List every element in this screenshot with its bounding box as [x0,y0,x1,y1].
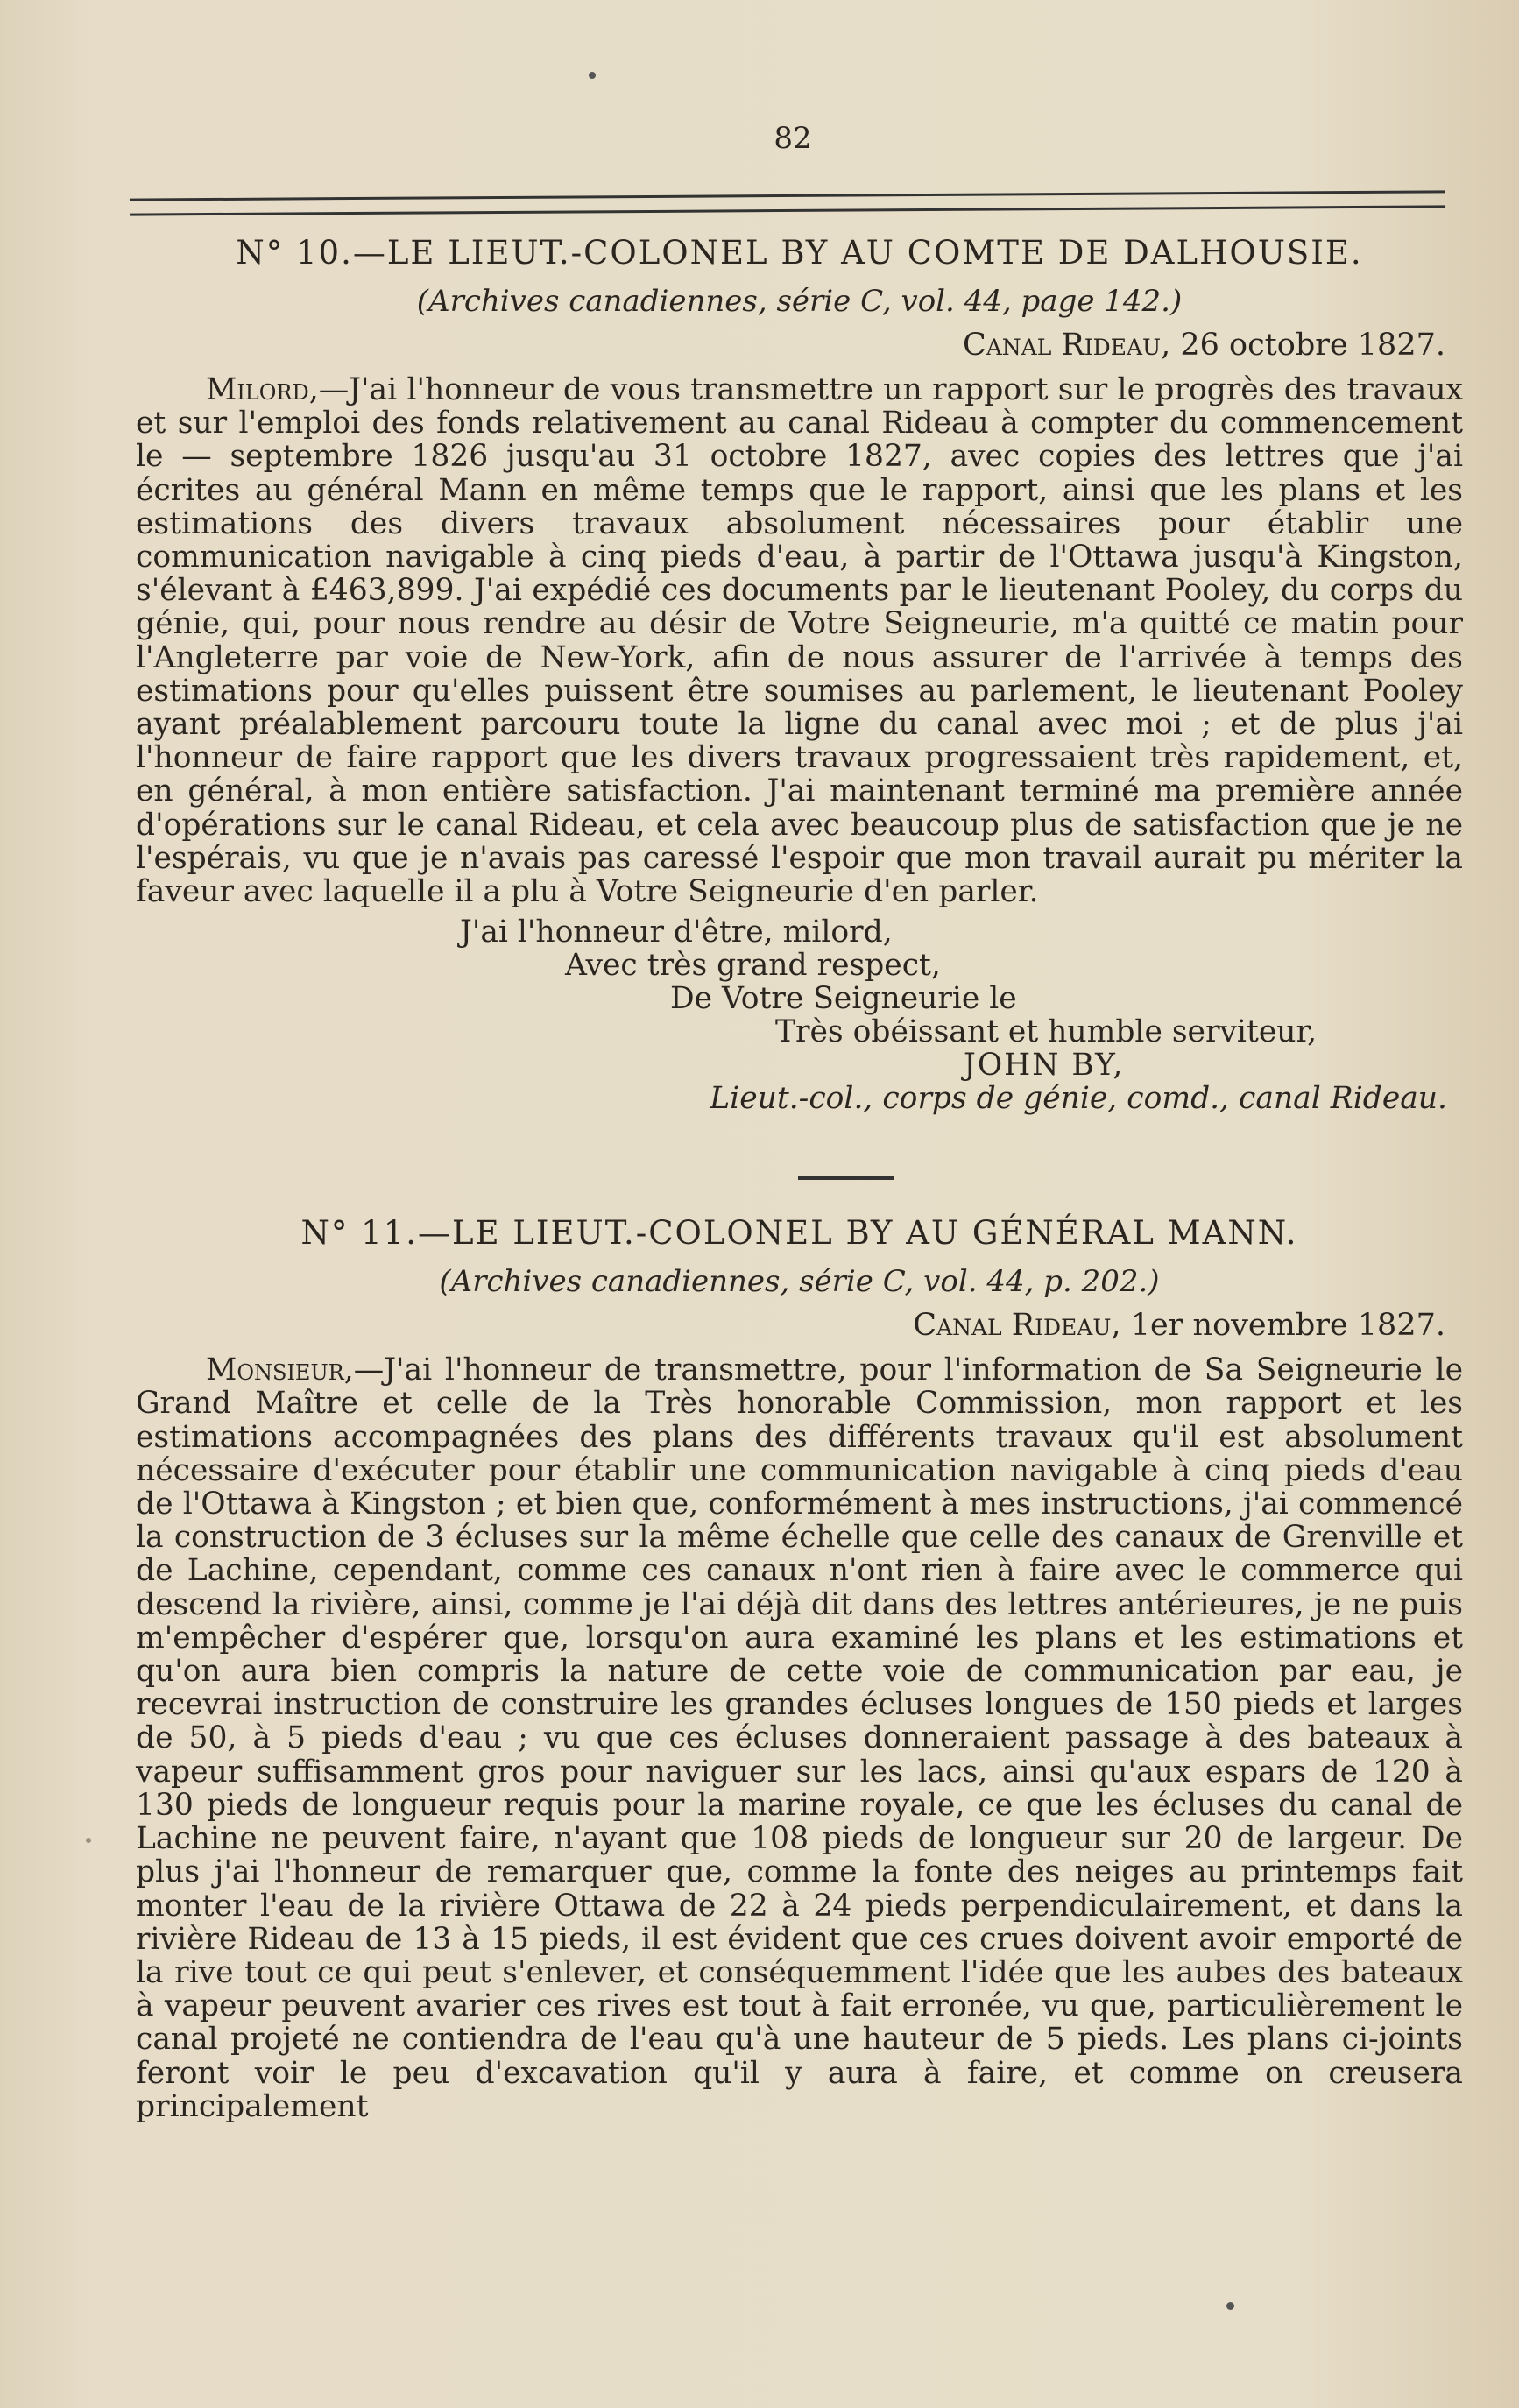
closing-line: J'ai l'honneur d'être, milord, [460,914,893,950]
header-double-rule [130,190,1445,215]
paper-speck [589,72,596,79]
closing-line: De Votre Seigneurie le [670,981,1017,1017]
signature-title: Lieut.-col., corps de génie, comd., canal Rideau. [710,1081,1447,1117]
paper-speck [86,1838,91,1843]
body-text: —J'ai l'honneur de vous transmettre un rapport sur le progrès des travaux et sur l'emploi des fonds relativement au canal Rideau à compter du commencement le — septembre 1826 jusqu'au 31 octobre 1827, avec copies des lettres que j'ai écrites au général Mann en même temps que le rapport, ainsi que les plans et les estimations des divers travaux absolument nécessaires pour établir une communication navigable à cinq pieds d'eau, à partir de l'Ottawa jusqu'à Kingston, s'élevant à £463,899. J'ai expédié ces documents par le lieutenant Pooley, du corps du génie, qui, pour nous rendre au désir de Votre Seigneurie, m'a quitté ce matin pour l'Angleterre par voie de New-York, afin de nous assurer de l'arrivée à temps des estimations pour qu'elles puissent être soumises au parlement, le lieutenant Pooley ayant préalablement parcouru toute la ligne du canal avec moi ; et de plus j'ai l'honneur de faire rapport que les divers travaux progressaient très rapidement, et, en général, à mon entière satisfaction. J'ai maintenant terminé ma première année d'opérations sur le canal Rideau, et cela avec beaucoup plus de satisfaction que je ne l'espérais, vu que je n'avais pas caressé l'espoir que mon travail aurait pu mériter la faveur avec laquelle il a plu à Votre Seigneurie d'en parler. [136,372,1463,910]
letter-body [136,373,1463,908]
letter-11 [136,1215,1463,2123]
page-number: 82 [774,121,812,156]
letter-heading: N° 10.—LE LIEUT.-COLONEL BY AU COMTE DE DALHOUSIE. [236,234,1363,272]
dateline-date: 1er novembre 1827. [1120,1308,1445,1344]
dateline [136,328,1463,363]
salutation: Monsieur, [206,1352,354,1388]
closing-line: Avec très grand respect, [565,948,941,984]
letter-10 [136,235,1463,1115]
archive-source: (Archives canadiennes, série C, vol. 44, page 142.) [416,284,1183,319]
dateline-date: 26 octobre 1827. [1170,328,1445,363]
dateline [136,1308,1463,1343]
closing-line: Très obéissant et humble serviteur, [775,1014,1318,1050]
letter-closing [136,915,1463,1115]
archive-source: (Archives canadiennes, série C, vol. 44, p. 202.) [439,1264,1160,1300]
page-content [136,235,1463,2123]
salutation: Milord, [206,372,319,407]
dateline-place: Canal Rideau, [962,328,1171,363]
body-text: —J'ai l'honneur de transmettre, pour l'information de Sa Seigneurie le Grand Maître et celle de la Très honorable Commission, mon rapport et les estimations accompagnées des plans des différents travaux qu'il est absolument nécessaire d'exécuter pour établir une communication navigable à cinq pieds d'eau de l'Ottawa à Kingston ; et bien que, conformément à mes instructions, j'ai commencé la construction de 3 écluses sur la même échelle que celle des canaux de Grenville et de Lachine, cependant, comme ces canaux n'ont rien à faire avec le commerce qui descend la rivière, ainsi, comme je l'ai déjà dit dans des lettres antérieures, je ne puis m'empêcher d'espérer que, lorsqu'on aura examiné les plans et les estimations et qu'on aura bien compris la nature de cette voie de communication par eau, je recevrai instruction de construire les grandes écluses longues de 150 pieds et larges de 50, à 5 pieds d'eau ; vu que ces écluses donneraient passage à des bateaux à vapeur suffisamment gros pour naviguer sur les lacs, ainsi qu'aux espars de 120 à 130 pieds de longueur requis pour la marine royale, ce que les écluses du canal de Lachine ne peuvent faire, n'ayant que 108 pieds de longueur sur 20 de largeur. De plus j'ai l'honneur de remarquer que, comme la fonte des neiges au printemps fait monter l'eau de la rivière Ottawa de 22 à 24 pieds perpendiculairement, et dans la rivière Rideau de 13 à 15 pieds, il est évident que ces crues doivent avoir emporté de la rive tout ce qui peut s'enlever, et conséquemment l'idée que les aubes des bateaux à vapeur peuvent avarier ces rives est tout à fait erronée, vu que, particulièrement le canal projeté ne contiendra de l'eau qu'à une hauteur de 5 pieds. Les plans ci-joints feront voir le peu d'excavation qu'il y aura à faire, et comme on creusera principalement [136,1352,1463,2124]
letter-heading: N° 11.—LE LIEUT.-COLONEL BY AU GÉNÉRAL MANN. [300,1214,1298,1253]
signature-name: JOHN BY, [964,1048,1125,1084]
dateline-place: Canal Rideau, [913,1308,1121,1344]
section-separator [798,1176,894,1180]
paper-speck [1226,2302,1234,2310]
letter-body [136,1353,1463,2123]
